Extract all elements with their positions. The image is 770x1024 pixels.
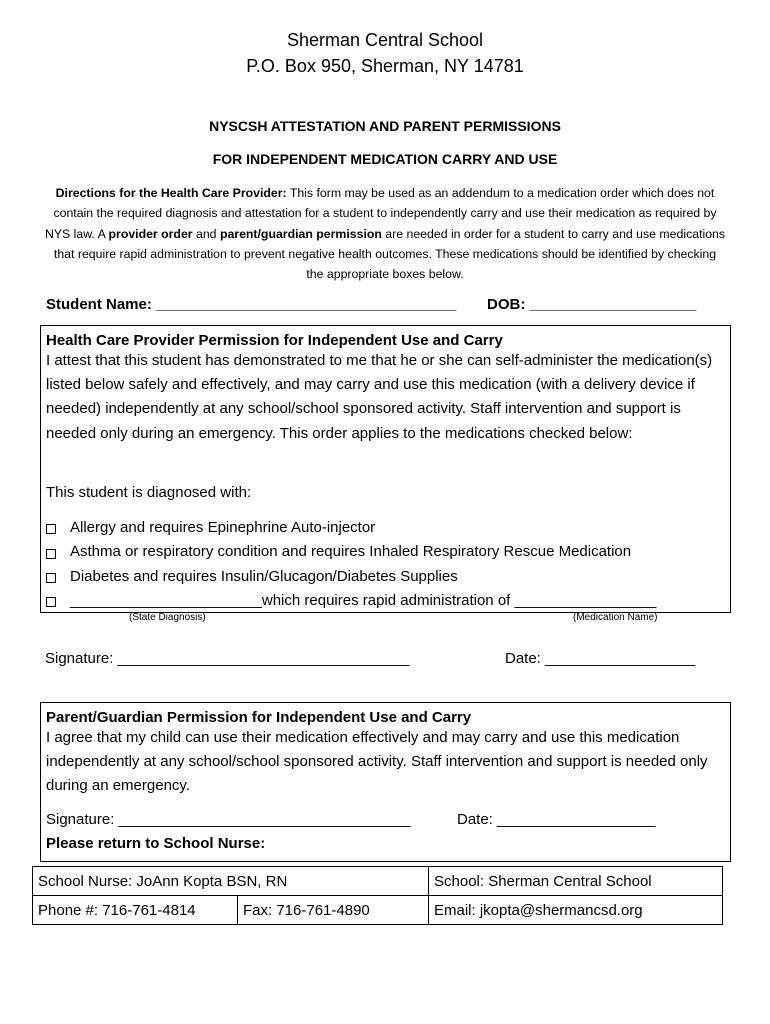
other-option-label[interactable]: _______________________which requires rapid administration of _________________ — [70, 592, 657, 610]
student-info-line — [46, 296, 726, 313]
nurse-cell: School Nurse: JoAnn Kopta BSN, RN — [33, 867, 429, 896]
asthma-checkbox[interactable] — [46, 549, 56, 559]
diagnosed-with-text: This student is diagnosed with: — [46, 484, 252, 501]
phone-cell: Phone #: 716-761-4814 — [33, 896, 238, 925]
directions-bold-provider-order: provider order — [108, 226, 193, 241]
provider-signature-field[interactable]: Signature: ___________________________________ — [45, 650, 410, 667]
contact-table — [32, 866, 723, 925]
parent-date-field[interactable]: Date: ___________________ — [457, 811, 656, 828]
allergy-option-label: Allergy and requires Epinephrine Auto-injector — [70, 519, 376, 536]
parent-permission-box — [40, 702, 731, 862]
student-name-field[interactable]: Student Name: ____________________________________ — [46, 296, 457, 313]
fax-cell: Fax: 716-761-4890 — [238, 896, 429, 925]
directions-bold-parent-permission: parent/guardian permission — [219, 226, 382, 241]
provider-permission-box — [40, 325, 731, 623]
contact-row — [33, 867, 723, 896]
return-to-nurse-label: Please return to School Nurse: — [46, 835, 266, 852]
dob-field[interactable]: DOB: ____________________ — [487, 296, 697, 313]
parent-signature-field[interactable]: Signature: ___________________________________ — [46, 811, 411, 828]
medication-name-label: (Medication Name) — [573, 612, 658, 623]
directions-label: Directions for the Health Care Provider: — [55, 186, 287, 200]
check-row-other — [46, 589, 656, 613]
diagnosis-checklist — [46, 516, 656, 614]
form-title-line2: FOR INDEPENDENT MEDICATION CARRY AND USE — [212, 151, 558, 167]
asthma-option-label: Asthma or respiratory condition and requires Inhaled Respiratory Rescue Medication — [70, 543, 632, 561]
provider-section-heading: Health Care Provider Permission for Independent Use and Carry — [46, 332, 503, 349]
check-row-asthma — [46, 540, 656, 564]
email-cell[interactable]: Email: jkopta@shermancsd.org — [429, 896, 723, 925]
contact-row — [33, 896, 723, 925]
diabetes-option-label: Diabetes and requires Insulin/Glucagon/Diabetes Supplies — [70, 567, 458, 585]
directions-text-2: and — [192, 226, 220, 241]
parent-section-heading: Parent/Guardian Permission for Independent Use and Carry — [46, 709, 472, 726]
directions-text-3: are needed in order for a student to carry and use medications that require rapid administration to prevent negative health outcomes. These medications should be identified by checking the appropriate boxes below. — [53, 226, 726, 282]
other-checkbox[interactable] — [46, 597, 56, 607]
parent-agree-text: I agree that my child can use their medication effectively and may carry and use this medication independently at any school/school sponsored activity. Staff intervention and support is needed only during an emergency. — [46, 729, 708, 795]
form-title-line1: NYSCSH ATTESTATION AND PARENT PERMISSIONS — [209, 118, 561, 134]
school-name: Sherman Central School — [286, 30, 484, 50]
check-row-allergy — [46, 516, 656, 540]
provider-date-field[interactable]: Date: __________________ — [505, 650, 696, 667]
directions-text-1: This form may be used as an addendum to a medication order which does not contain the required diagnosis and attestation for a student to independently carry and use their medication as required by NYS law. A — [44, 186, 717, 241]
diabetes-checkbox[interactable] — [46, 573, 56, 583]
allergy-checkbox[interactable] — [46, 524, 56, 534]
state-diagnosis-label: (State Diagnosis) — [129, 612, 206, 623]
provider-attest-text: I attest that this student has demonstrated to me that he or she can self-administer the medication(s) listed below safely and effectively, and may carry and use this medication (with a delivery device if needed) independently at any school/school sponsored activity. Staff intervention and support is needed only during an emergency. This order applies to the medications checked below: — [46, 352, 713, 442]
directions-paragraph — [44, 183, 726, 284]
school-cell: School: Sherman Central School — [429, 867, 723, 896]
school-address: P.O. Box 950, Sherman, NY 14781 — [246, 56, 524, 76]
check-row-diabetes — [46, 565, 656, 589]
